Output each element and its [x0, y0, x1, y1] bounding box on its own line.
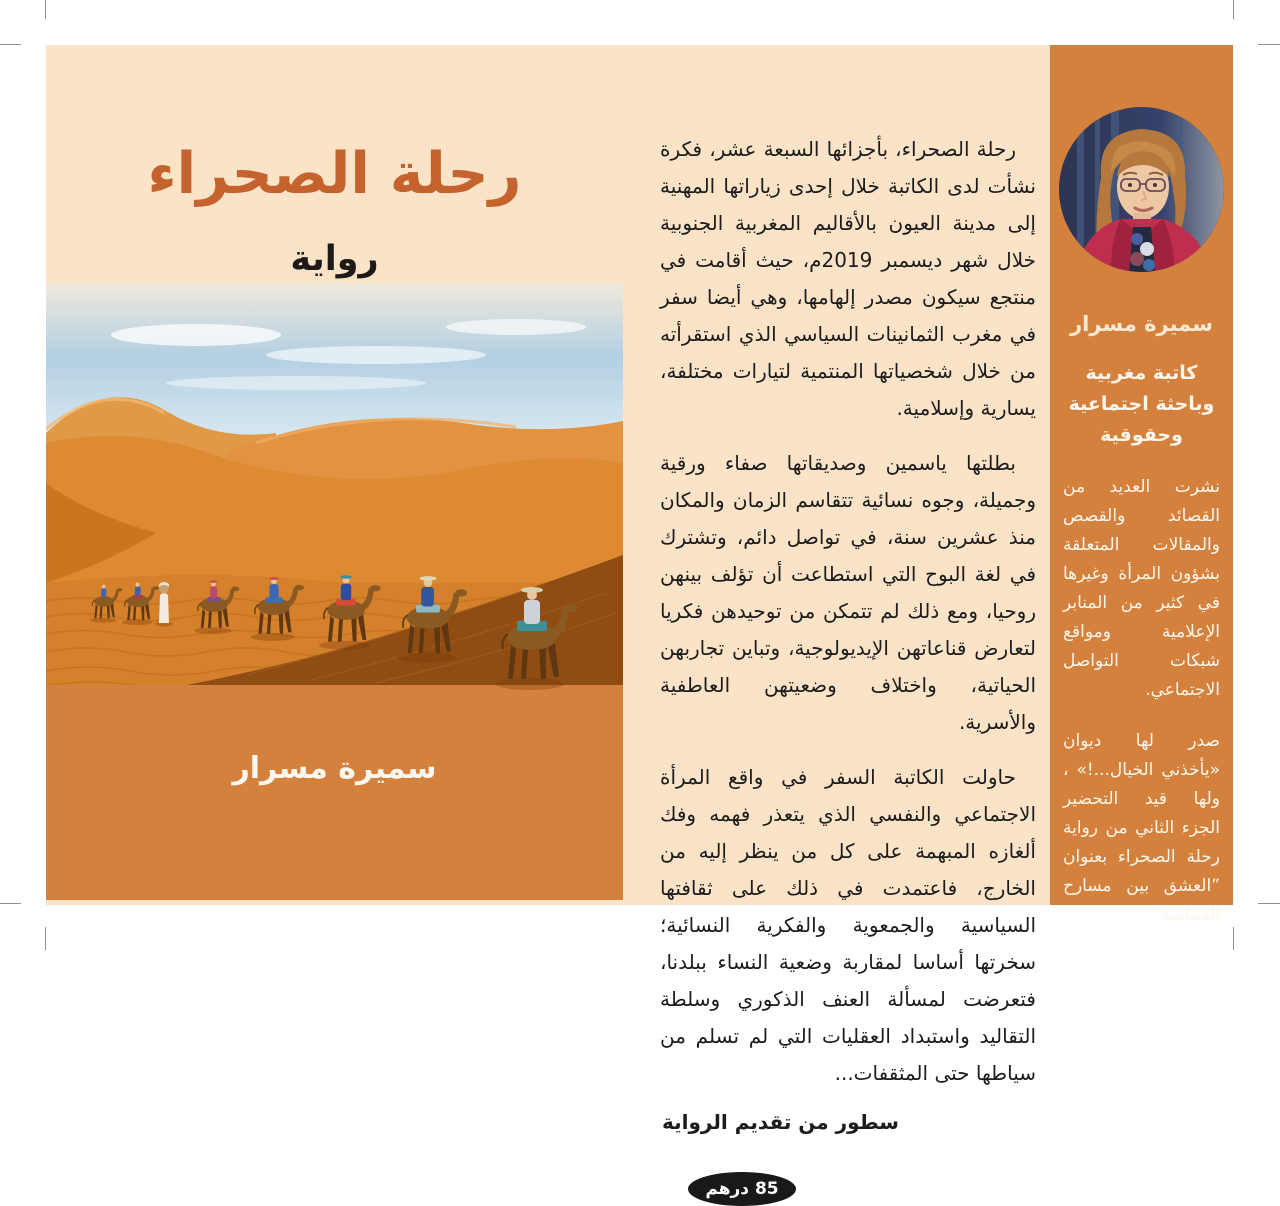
sidebar-bio-paragraph: صدر لها ديوان «يأخذني الخيال...!» ، ولها قيد التحضير الجزء الثاني من رواية رحلة الصحراء بعنوان ”العشق بين مسارح السياسة“	[1063, 731, 1220, 925]
cover-spread-page	[46, 45, 1233, 1199]
author-photo	[1059, 107, 1224, 272]
synopsis-credit-line: سطور من تقديم الرواية	[662, 1110, 899, 1134]
author-sidebar	[1050, 45, 1233, 925]
crop-mark	[1258, 903, 1280, 904]
crop-mark	[45, 0, 46, 19]
synopsis-paragraph: رحلة الصحراء، بأجزائها السبعة عشر، فكرة نشأت لدى الكاتبة خلال إحدى زياراتها المهنية إلى مدينة العيون بالأقاليم المغربية الجنوبية خلال شهر ديسمبر 2019م، حيث أقامت في منتجع سيكون مصدر إلهامها، وهي أيضا سفر في مغرب الثمانينات السياسي الذي استقرأته من خلال شخصياتها المنتمية لتيارات مختلفة، يسارية وإسلامية.	[660, 137, 1036, 420]
crop-mark	[0, 44, 21, 45]
book-title: رحلة الصحراء	[147, 141, 522, 207]
cover-author-name: سميرة مسرار	[232, 751, 437, 786]
synopsis-paragraph: حاولت الكاتبة السفر في واقع المرأة الاجتماعي والنفسي الذي يتعذر فهمه وفك ألغازه المبهمة على كل من ينظر إليه من الخارج، فاعتمدت في ذلك على ثقافتها السياسية والجمعوية والفكرية النسائية؛ سخرتها أساسا لمقاربة وضعية النساء ببلدنا، فتعرضت لمسألة العنف الذكوري وسلطة التقاليد واستبداد العقليات التي لم تسلم من سياطها حتى المثقفات...	[660, 765, 1036, 1085]
crop-mark	[45, 927, 46, 950]
sidebar-author-title: كاتبة مغربية وباحثة اجتماعية وحقوقية	[1068, 362, 1215, 446]
synopsis-paragraph: بطلتها ياسمين وصديقاتها صفاء ورقية وجميلة، وجوه نسائية تتقاسم الزمان والمكان منذ عشرين سنة، في تواصل دائم، وتشترك في لغة البوح التي استطاعت أن تؤلف بينهن روحيا، ومع ذلك لم تتمكن من توحيدهن فكريا لتعارض قناعاتهن الإيديولوجية، وتباين تجاربهن الحياتية، واختلاف وضعيتهن العاطفية والأسرية.	[660, 451, 1036, 734]
cover-band	[46, 685, 623, 900]
author-portrait	[1059, 107, 1224, 272]
back-cover	[660, 45, 1036, 1199]
cover-illustration	[46, 283, 623, 900]
sidebar-bio-paragraph: نشرت العديد من القصائد والقصص والمقالات المتعلقة بشؤون المرأة وغيرها في كثير من المنابر الإعلامية ومواقع شبكات التواصل الاجتماعي.	[1063, 477, 1220, 700]
price-badge: 85 درهم	[688, 1172, 796, 1206]
crop-mark	[1233, 927, 1234, 950]
crop-mark	[1233, 0, 1234, 19]
crop-mark	[0, 903, 21, 904]
crop-mark	[1258, 44, 1280, 45]
front-cover	[46, 45, 623, 905]
sidebar-author-name: سميرة مسرار	[1070, 312, 1213, 336]
desert-caravan-photo	[46, 283, 623, 900]
book-type-label: رواية	[290, 239, 379, 279]
